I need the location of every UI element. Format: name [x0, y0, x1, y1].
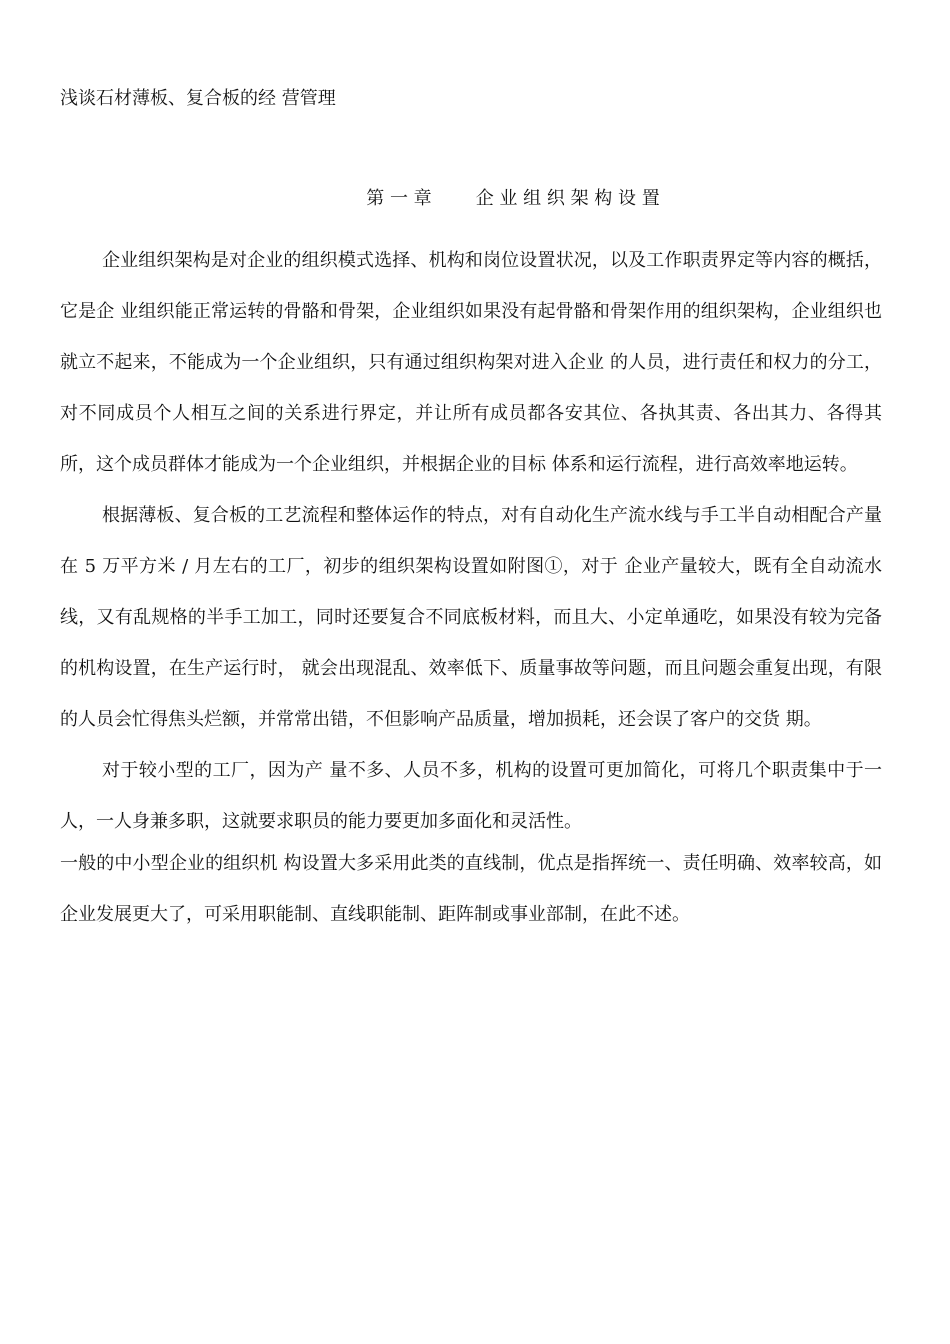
paragraph-small-factory: 对于较小型的工厂，因为产 量不多、人员不多，机构的设置可更加简化，可将几个职责集中于一人，一人身兼多职，这就要求职员的能力要更加多面化和灵活性。 — [60, 760, 882, 832]
document-body — [60, 235, 882, 940]
chapter-heading — [0, 186, 950, 212]
paragraph-factory-org-setup: 根据薄板、复合板的工艺流程和整体运作的特点，对有自动化生产流水线与手工半自动相配合产量在 5 万平方米 / 月左右的工厂，初步的组织架构设置如附图①，对于 企业产量较大，既有全自动流水线，又有乱规格的半手工加工，同时还要复合不同底板材料，而且大、小定单通吃，如果没有较为完备的机构设置，在生产运行时， 就会出现混乱、效率低下、质量事故等问题，而且问题会重复出现，有限的人员会忙得焦头烂额，并常常出错，不但影响产品质量，增加损耗，还会误了客户的交货 期。 — [60, 505, 882, 730]
paragraph-org-structure-definition: 企业组织架构是对企业的组织模式选择、机构和岗位设置状况，以及工作职责界定等内容的概括，它是企 业组织能正常运转的骨骼和骨架，企业组织如果没有起骨骼和骨架作用的组织架构，企业组织也就立不起来，不能成为一个企业组织，只有通过组织构架对进入企业 的人员，进行责任和权力的分工，对不同成员个人相互之间的关系进行界定，并让所有成员都各安其位、各执其责、各出其力、各得其所，这个成员群体才能成为一个企业组织，并根据企业的目标 体系和运行流程，进行高效率地运转。 — [60, 250, 882, 475]
paragraph-line-system: 一般的中小型企业的组织机 构设置大多采用此类的直线制，优点是指挥统一、责任明确、效率较高，如企业发展更大了，可采用职能制、直线职能制、距阵制或事业部制，在此不述。 — [60, 853, 882, 925]
document-title: 浅谈石材薄板、复合板的经 营管理 — [60, 88, 336, 109]
chapter-name: 企 业 组 织 架 构 设 置 — [475, 188, 660, 209]
chapter-number: 第 一 章 — [366, 188, 432, 209]
